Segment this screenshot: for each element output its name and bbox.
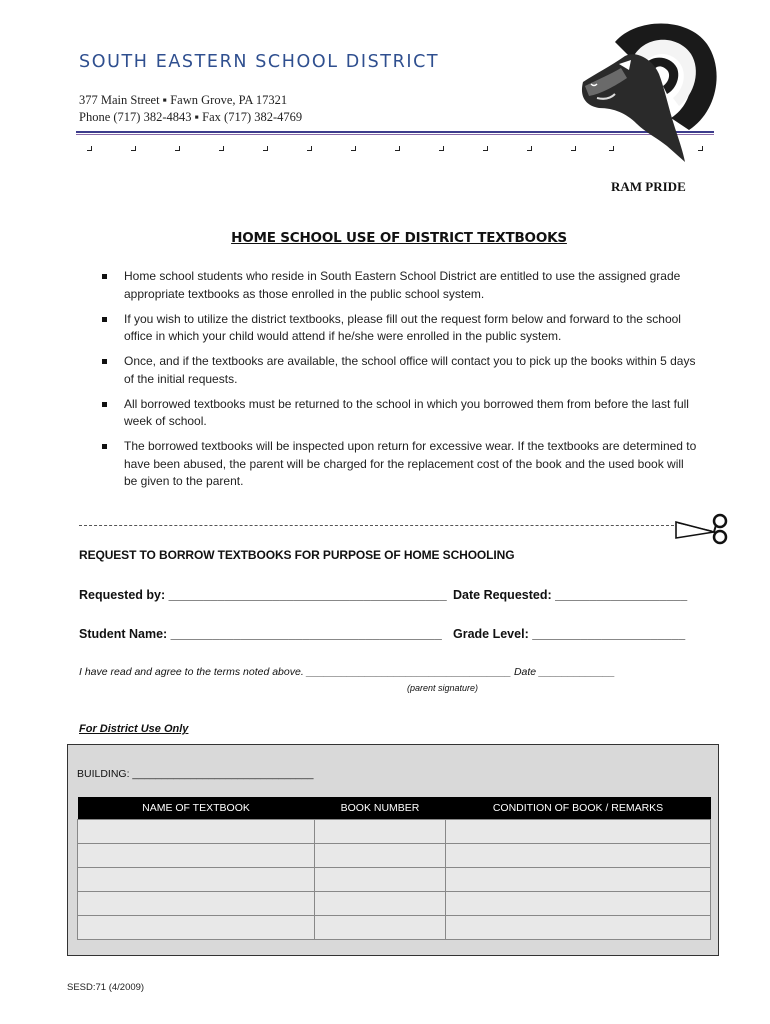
address-line: 377 Main Street ▪ Fawn Grove, PA 17321 [79,93,288,107]
table-cell[interactable] [315,820,446,844]
list-item: The borrowed textbooks will be inspected upon return for excessive wear. If the textbooks are determined to have been abused, the parent will be charged for the replacement cost of the book and the used book will be given to the parent. [100,438,700,491]
table-row [78,892,711,916]
corner-mark [219,146,227,154]
corner-mark [307,146,315,154]
table-cell[interactable] [315,844,446,868]
policy-list [100,268,700,498]
date-requested-field[interactable]: Date Requested: ___________________ [453,588,688,602]
corner-mark [87,146,95,154]
scissors-icon [674,512,732,546]
table-row [78,868,711,892]
column-header: NAME OF TEXTBOOK [78,797,315,820]
table-row [78,820,711,844]
corner-mark [131,146,139,154]
corner-mark [175,146,183,154]
table-row [78,916,711,940]
table-cell[interactable] [78,892,315,916]
table-cell[interactable] [78,868,315,892]
table-cell[interactable] [315,868,446,892]
table-row [78,844,711,868]
column-header: BOOK NUMBER [315,797,446,820]
page-title: HOME SCHOOL USE OF DISTRICT TEXTBOOKS [231,230,567,246]
corner-mark [395,146,403,154]
parent-signature-label: (parent signature) [407,683,479,693]
requested-by-field[interactable]: Requested by: ________________________________________ [79,588,447,602]
corner-mark [483,146,491,154]
student-name-field[interactable]: Student Name: _______________________________________ [79,627,442,641]
phone-line: Phone (717) 382-4843 ▪ Fax (717) 382-4769 [79,110,303,124]
ram-mascot-icon [575,14,723,164]
table-cell[interactable] [78,844,315,868]
list-item: If you wish to utilize the district textbooks, please fill out the request form below and forward to the school office in which your child would attend if he/she were enrolled in the public system. [100,311,700,346]
request-heading: REQUEST TO BORROW TEXTBOOKS FOR PURPOSE OF HOME SCHOOLING [79,548,515,562]
list-item: Home school students who reside in South Eastern School District are entitled to use the assigned grade appropriate textbooks as those enrolled in the public school system. [100,268,700,303]
corner-mark [439,146,447,154]
table-cell[interactable] [315,892,446,916]
corner-mark [527,146,535,154]
list-item: Once, and if the textbooks are available, the school office will contact you to pick up the books within 5 days of the initial requests. [100,353,700,388]
table-cell[interactable] [446,916,711,940]
grade-level-field[interactable]: Grade Level: ______________________ [453,627,686,641]
table-cell[interactable] [446,892,711,916]
agreement-signature-line[interactable]: I have read and agree to the terms noted above. ___________________________________ Date _____________ [79,666,615,678]
cut-line [79,525,674,526]
form-code: SESD:71 (4/2009) [67,982,145,993]
building-field[interactable]: BUILDING: _______________________________ [77,768,314,780]
table-cell[interactable] [315,916,446,940]
column-header: CONDITION OF BOOK / REMARKS [446,797,711,820]
textbook-table [77,797,711,940]
corner-mark [351,146,359,154]
corner-mark [263,146,271,154]
table-cell[interactable] [78,916,315,940]
district-name: SOUTH EASTERN SCHOOL DISTRICT [79,52,440,72]
table-cell[interactable] [446,868,711,892]
table-cell[interactable] [78,820,315,844]
table-cell[interactable] [446,820,711,844]
list-item: All borrowed textbooks must be returned to the school in which you borrowed them from before the last full week of school. [100,396,700,431]
motto: RAM PRIDE [611,179,686,194]
table-cell[interactable] [446,844,711,868]
district-use-label: For District Use Only [79,723,189,735]
